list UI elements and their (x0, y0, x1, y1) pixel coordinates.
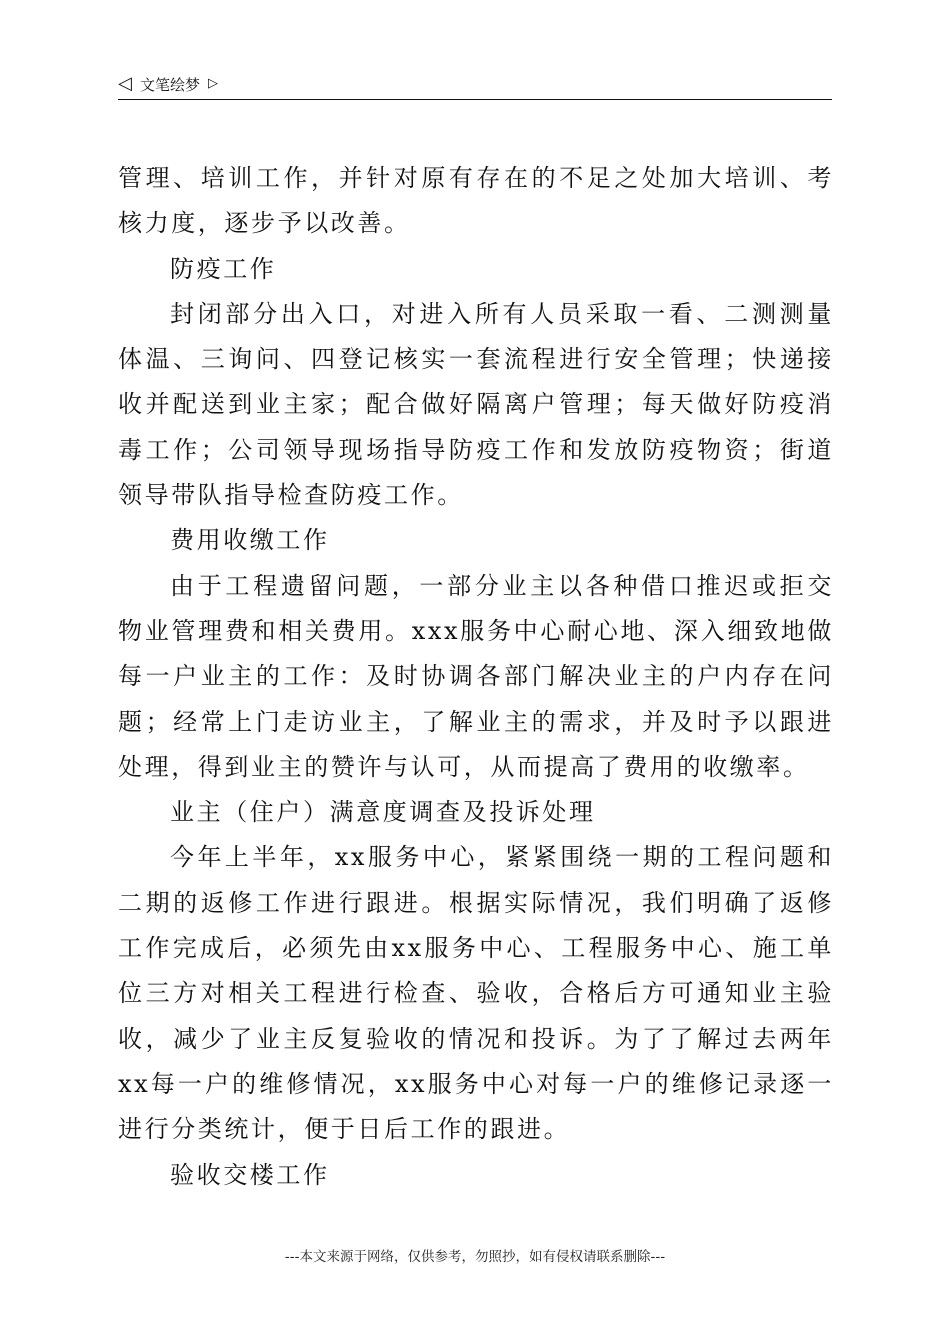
right-triangle-icon: ▷ (208, 76, 218, 91)
document-body (118, 156, 834, 1198)
header-title: 文笔绘梦 (140, 76, 201, 94)
paragraph-epidemic: 封闭部分出入口，对进入所有人员采取一看、二测测量体温、三询问、四登记核实一套流程进行安全管理；快递接收并配送到业主家；配合做好隔离户管理；每天做好防疫消毒工作；公司领导现场指导防疫工作和发放防疫物资；街道领导带队指导检查防疫工作。 (118, 299, 834, 510)
paragraph-satisfaction: 今年上半年，xx服务中心，紧紧围绕一期的工程问题和二期的返修工作进行跟进。根据实际情况，我们明确了返修工作完成后，必须先由xx服务中心、工程服务中心、施工单位三方对相关工程进行检查、验收，合格后方可通知业主验收，减少了业主反复验收的情况和投诉。为了了解过去两年xx每一户的维修情况，xx服务中心对每一户的维修记录逐一进行分类统计，便于日后工作的跟进。 (118, 843, 834, 1144)
section-heading-handover: 验收交楼工作 (170, 1160, 330, 1189)
paragraph-1: 管理、培训工作，并针对原有存在的不足之处加大培训、考核力度，逐步予以改善。 (118, 164, 834, 238)
page-header (118, 72, 832, 100)
section-heading-fees: 费用收缴工作 (170, 526, 330, 555)
section-heading-satisfaction: 业主（住户）满意度调查及投诉处理 (170, 798, 596, 827)
section-heading-epidemic: 防疫工作 (170, 254, 277, 283)
page-footer: ---本文来源于网络，仅供参考，勿照抄，如有侵权请联系删除--- (284, 1249, 666, 1265)
paragraph-fees: 由于工程遗留问题，一部分业主以各种借口推迟或拒交物业管理费和相关费用。xxx服务中心耐心地、深入细致地做每一户业主的工作：及时协调各部门解决业主的户内存在问题；经常上门走访业主，了解业主的需求，并及时予以跟进处理，得到业主的赞许与认可，从而提高了费用的收缴率。 (118, 571, 834, 781)
left-triangle-icon: ◁ (118, 73, 132, 94)
